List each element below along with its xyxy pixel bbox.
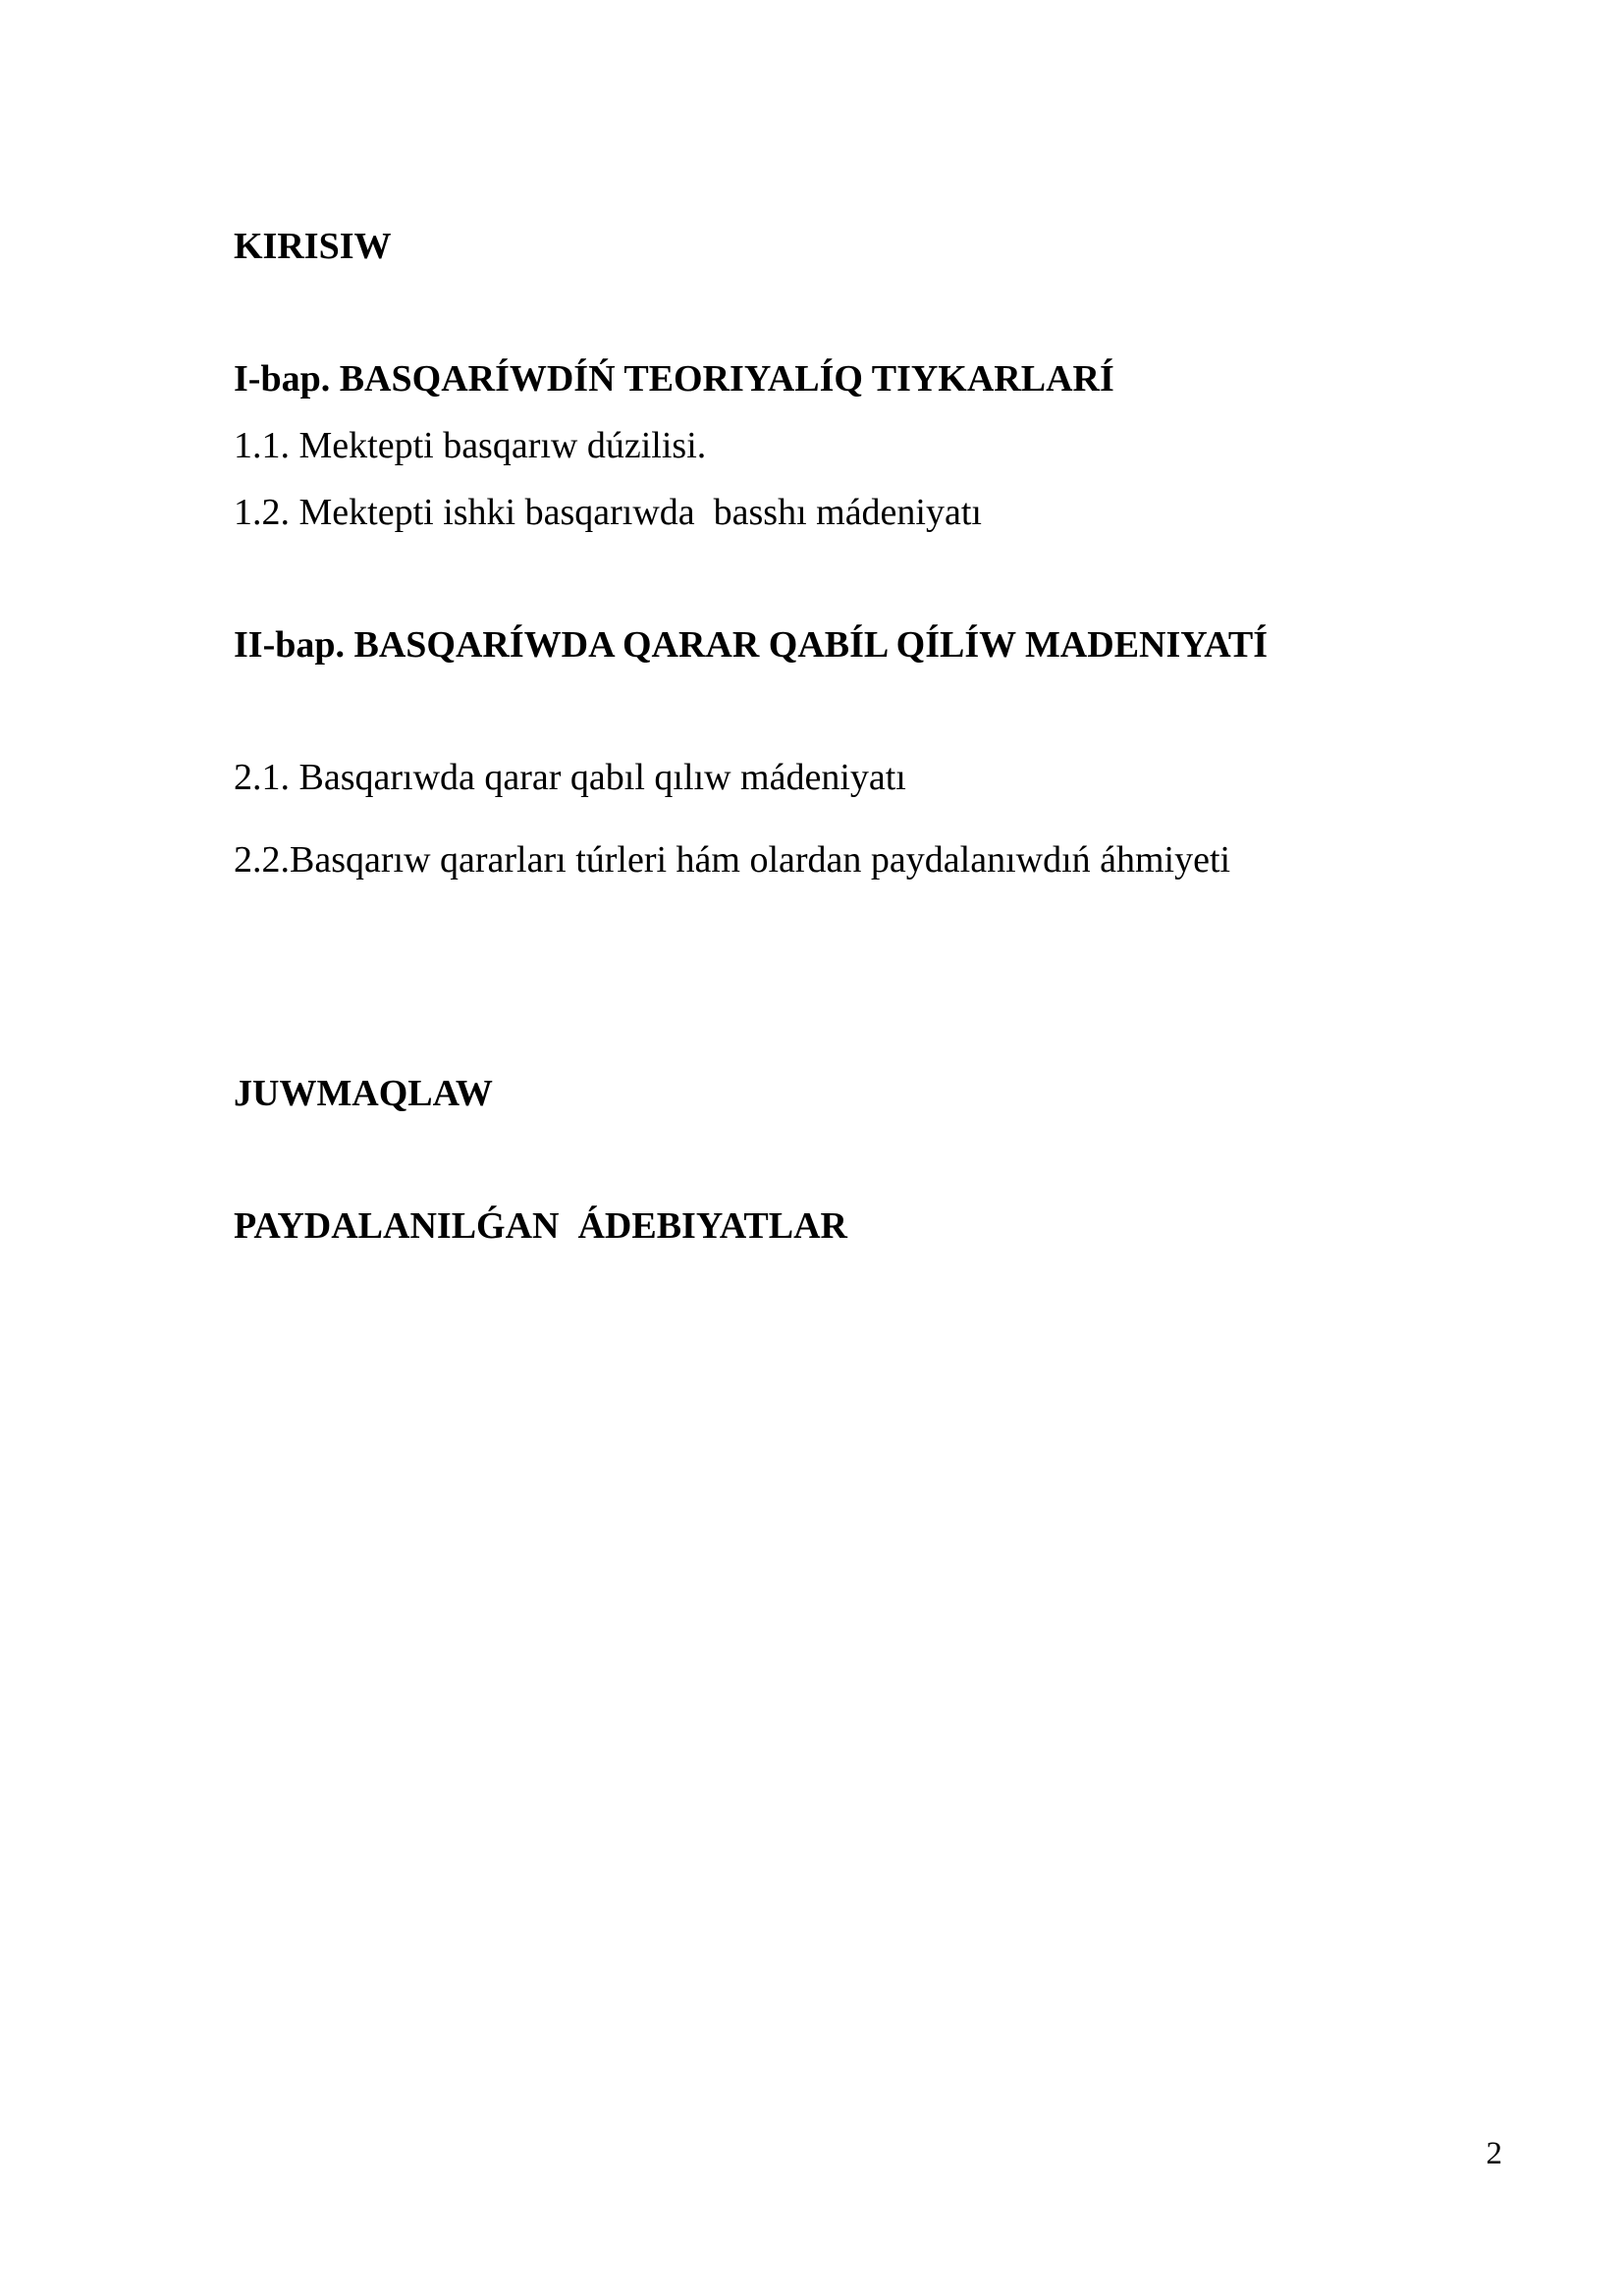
toc-item-1-1: 1.1. Mektepti basqarıw dúzilisi. [234, 425, 707, 466]
toc-item-1-2: 1.2. Mektepti ishki basqarıwda basshı mádeniyatı [234, 492, 982, 533]
toc-item-2-2: 2.2.Basqarıw qararları túrleri hám olardan paydalanıwdıń áhmiyeti [234, 839, 1231, 881]
toc-conclusion: JUWMAQLAW [234, 1073, 493, 1114]
toc-chapter2-title: II-bap. BASQARÍWDA QARAR QABÍL QÍLÍW MADENIYATÍ [234, 624, 1268, 666]
page-number: 2 [1486, 2136, 1502, 2171]
toc-intro: KIRISIW [234, 226, 392, 267]
toc-item-2-1: 2.1. Basqarıwda qarar qabıl qılıw mádeniyatı [234, 757, 906, 798]
toc-chapter1-title: I-bap. BASQARÍWDÍŃ TEORIYALÍQ TIYKARLARÍ [234, 358, 1114, 400]
toc-references: PAYDALANILǴAN ÁDEBIYATLAR [234, 1205, 847, 1247]
